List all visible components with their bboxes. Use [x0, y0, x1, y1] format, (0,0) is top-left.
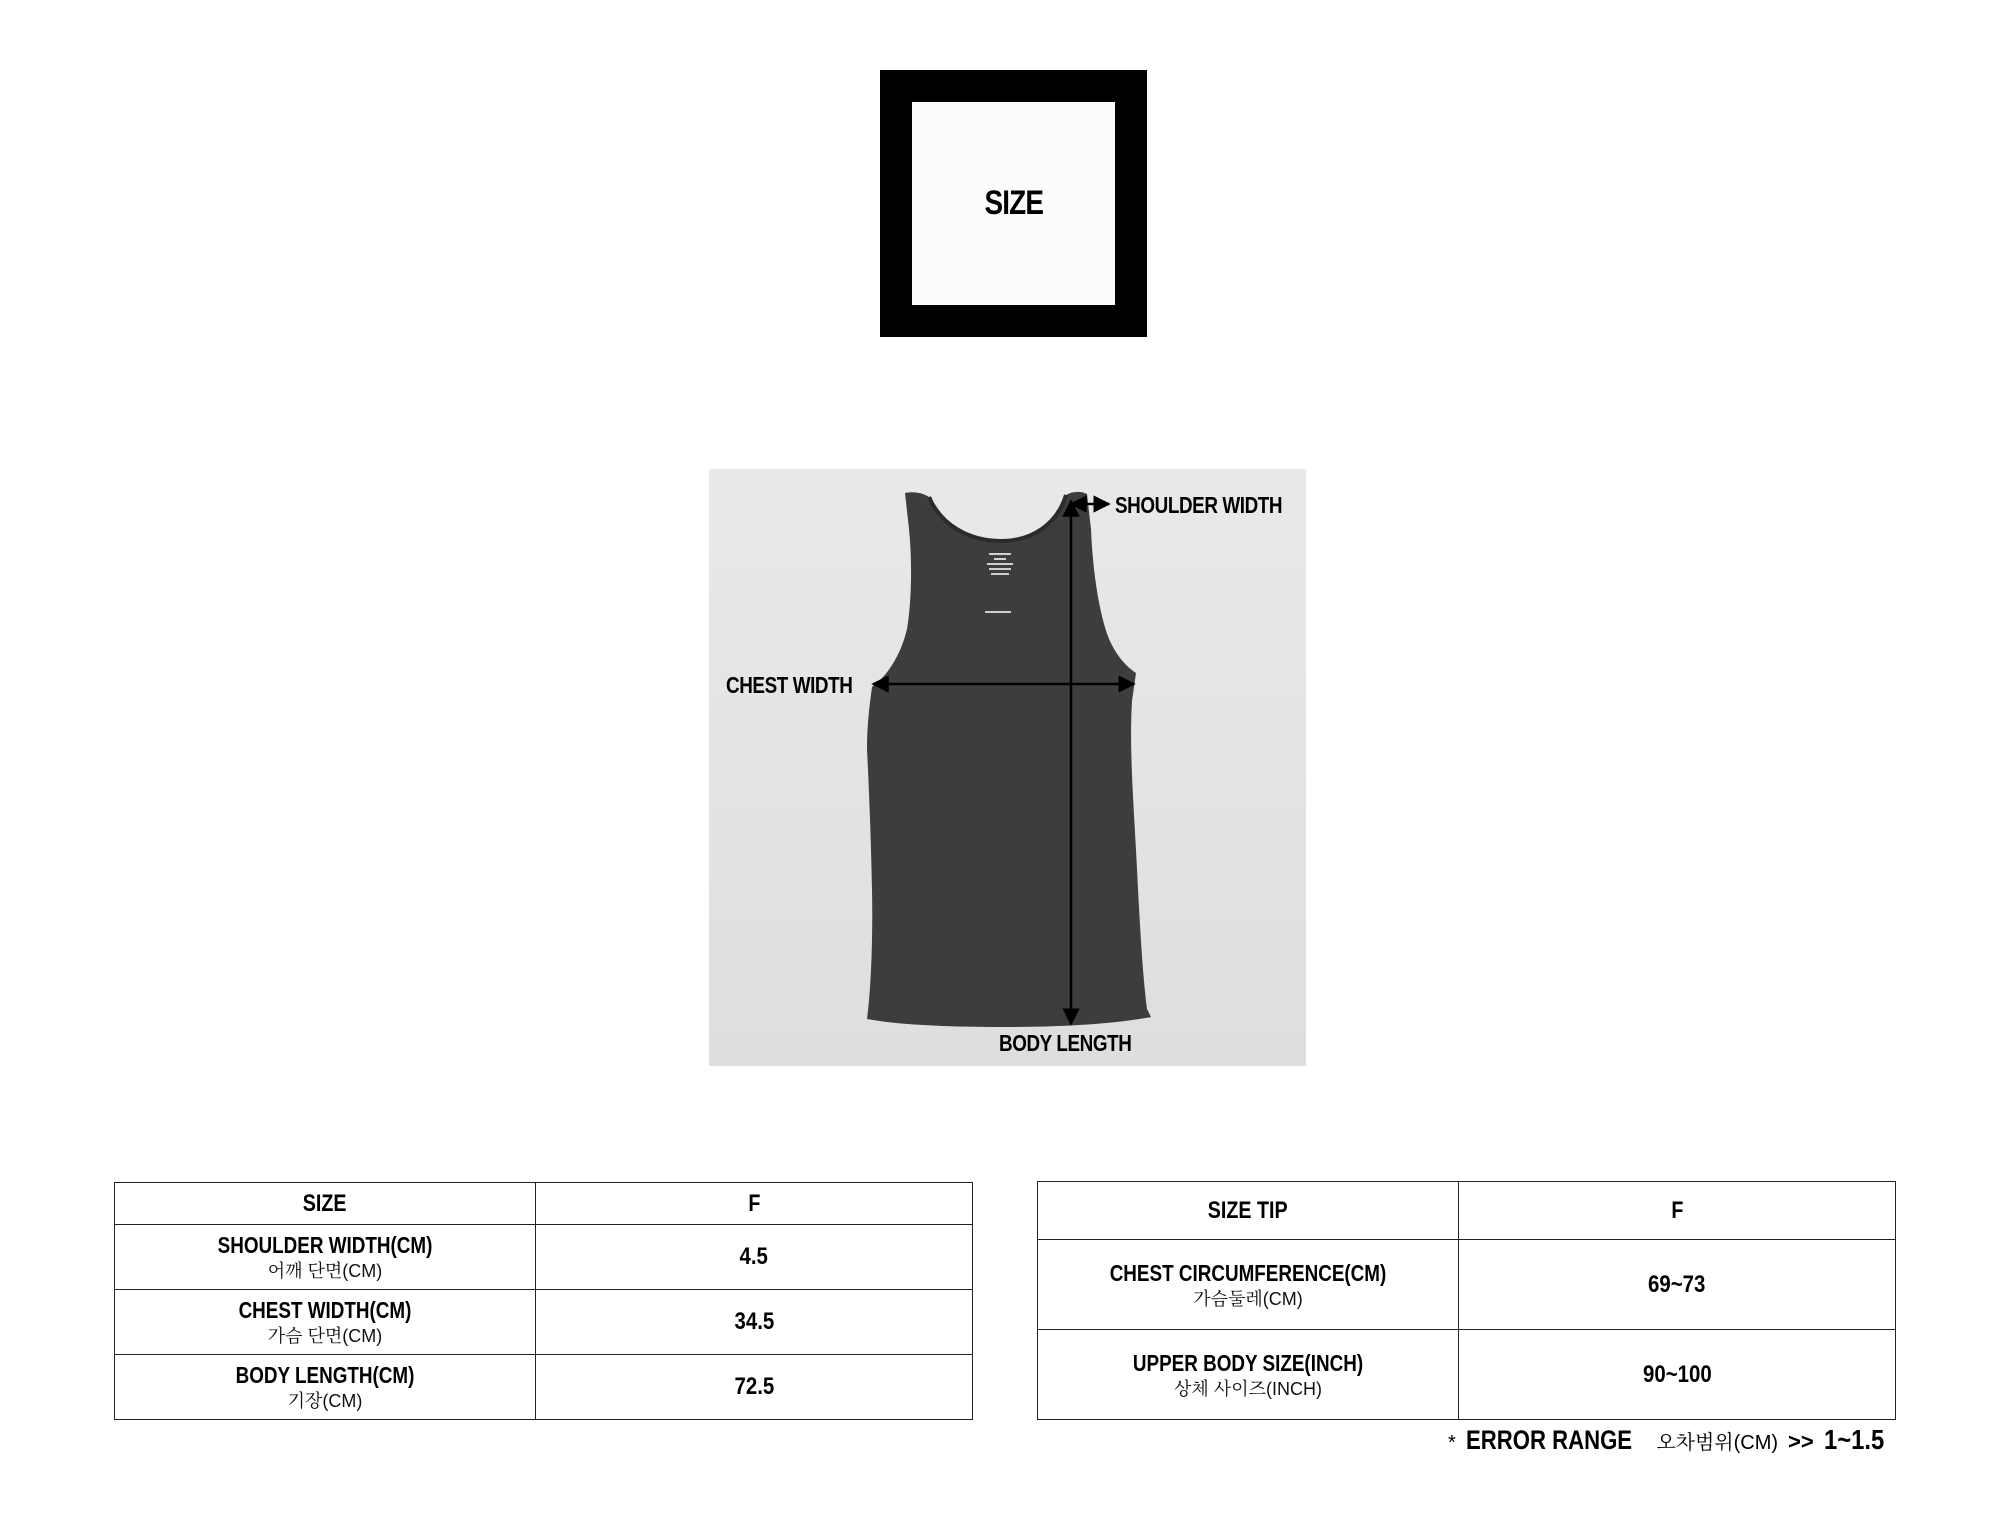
size-tip-table	[1037, 1181, 1896, 1420]
tip-sublabel: 상체 사이즈(INCH)	[1174, 1378, 1322, 1399]
error-range-arrow: >>	[1788, 1429, 1814, 1454]
table-row	[115, 1290, 973, 1355]
tank-top-illustration	[709, 469, 1306, 1066]
measurement-value-cell	[536, 1290, 973, 1355]
measurement-label-cell	[115, 1290, 536, 1355]
tip-value: 69~73	[1648, 1270, 1706, 1298]
measurement-label: SHOULDER WIDTH(CM)	[217, 1232, 433, 1258]
garment-diagram	[709, 469, 1306, 1066]
tip-label: UPPER BODY SIZE(INCH)	[1132, 1349, 1364, 1376]
tip-label: CHEST CIRCUMFERENCE(CM)	[1109, 1259, 1387, 1286]
measurement-sublabel: 기장(CM)	[287, 1391, 363, 1411]
error-range-label: ERROR RANGE	[1465, 1425, 1632, 1455]
shoulder-width-label: SHOULDER WIDTH	[1115, 492, 1283, 518]
error-note-asterisk: *	[1448, 1432, 1456, 1454]
table-header-cell: SIZE TIP	[1038, 1182, 1459, 1240]
table-header-cell: F	[536, 1183, 973, 1225]
measurement-value-cell	[536, 1225, 973, 1290]
table-row	[115, 1355, 973, 1420]
measurement-sublabel: 어깨 단면(CM)	[267, 1261, 383, 1281]
measurement-value: 72.5	[734, 1373, 774, 1400]
size-title-inner	[912, 102, 1115, 305]
measurement-label: BODY LENGTH(CM)	[235, 1362, 415, 1388]
tip-value-cell	[1459, 1240, 1896, 1330]
table-header-row	[115, 1183, 973, 1225]
size-measurement-table	[114, 1182, 973, 1420]
tip-sublabel: 가슴둘레(CM)	[1193, 1288, 1303, 1309]
tip-label-cell	[1038, 1240, 1459, 1330]
body-length-label: BODY LENGTH	[999, 1030, 1132, 1056]
measurement-value: 4.5	[739, 1243, 769, 1270]
table-row	[1038, 1330, 1896, 1420]
measurement-label-cell	[115, 1225, 536, 1290]
measurement-sublabel: 가슴 단면(CM)	[267, 1326, 383, 1346]
error-range-sublabel: 오차범위(CM)	[1656, 1432, 1779, 1454]
table-row	[115, 1225, 973, 1290]
error-range-note	[1448, 1424, 1895, 1456]
tip-value: 90~100	[1642, 1360, 1712, 1388]
measurement-value: 34.5	[734, 1308, 774, 1335]
size-title: SIZE	[984, 184, 1043, 222]
measurement-label: CHEST WIDTH(CM)	[238, 1297, 412, 1323]
chest-width-label: CHEST WIDTH	[726, 672, 853, 698]
table-header-cell: SIZE	[115, 1183, 536, 1225]
measurement-value-cell	[536, 1355, 973, 1420]
error-range-value: 1~1.5	[1823, 1424, 1884, 1455]
table-header-cell: F	[1459, 1182, 1896, 1240]
table-header-row	[1038, 1182, 1896, 1240]
tip-value-cell	[1459, 1330, 1896, 1420]
measurement-label-cell	[115, 1355, 536, 1420]
tip-label-cell	[1038, 1330, 1459, 1420]
size-title-box	[880, 70, 1147, 337]
table-row	[1038, 1240, 1896, 1330]
